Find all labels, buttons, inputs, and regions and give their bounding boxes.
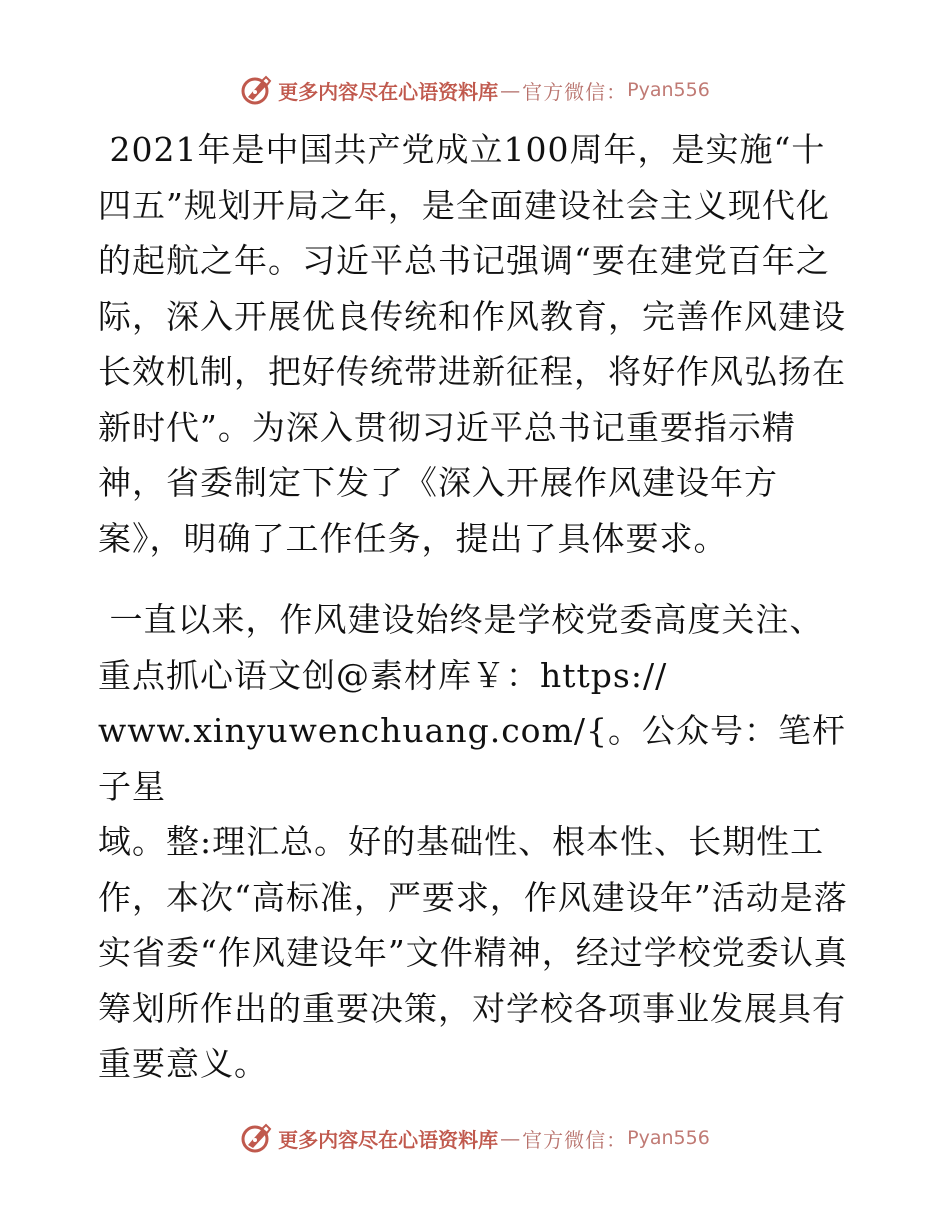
pen-nib-logo-icon xyxy=(240,73,274,107)
footer-banner xyxy=(0,1118,950,1158)
pen-nib-logo-icon xyxy=(240,1121,274,1155)
banner-wechat-id: Pyan556 xyxy=(627,1127,710,1149)
document-body xyxy=(98,122,858,1092)
banner-title: 更多内容尽在心语资料库 xyxy=(278,1127,499,1152)
banner-wechat-id: Pyan556 xyxy=(627,79,710,101)
header-banner xyxy=(0,70,950,110)
banner-wechat-label: 官方微信： xyxy=(522,79,628,104)
paragraph-2: 一直以来，作风建设始终是学校党委高度关注、 重点抓心语文创@素材库￥：https:// www.xinyuwenchuang.com/{。公众号：笔杆子星 域。整:理汇总。好的基础性、根本性、长期性工作，本次“高标准，严要求，作风建设年”活动是落实省委“作风建设年”文件精神，经过学校党委认真筹划所作出的重要决策，对学校各项事业发展具有重要意义。 xyxy=(98,600,848,1083)
paragraph-1: 2021年是中国共产党成立100周年，是实施“十四五”规划开局之年，是全面建设社会主义现代化的起航之年。习近平总书记强调“要在建党百年之际，深入开展优良传统和作风教育，完善作风建设长效机制，把好传统带进新征程，将好作风弘扬在新时代”。为深入贯彻习近平总书记重要指示精神，省委制定下发了《深入开展作风建设年方 案》，明确了工作任务，提出了具体要求。 xyxy=(98,130,846,558)
banner-separator: — xyxy=(500,78,521,102)
banner-title: 更多内容尽在心语资料库 xyxy=(278,79,499,104)
banner-wechat-label: 官方微信： xyxy=(522,1127,628,1152)
banner-separator: — xyxy=(500,1126,521,1150)
